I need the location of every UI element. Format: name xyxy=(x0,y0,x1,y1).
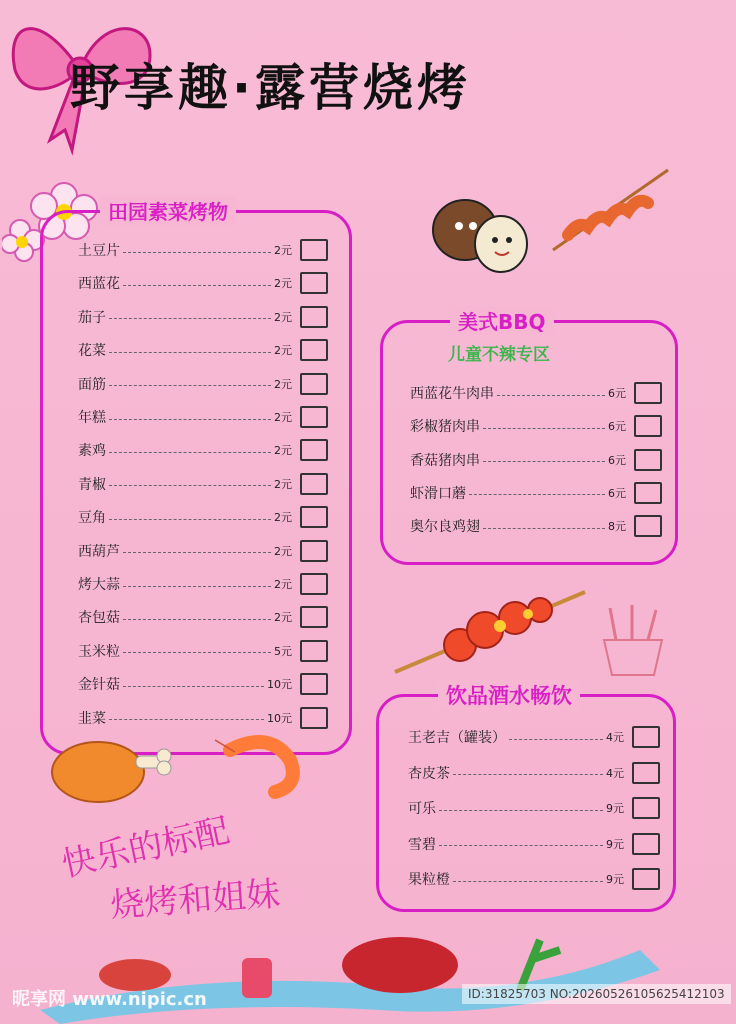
menu-item-name: 虾滑口蘑 xyxy=(410,485,466,502)
menu-item-price: 6元 xyxy=(608,453,626,467)
dotted-leader xyxy=(483,428,605,429)
menu-item-price: 10元 xyxy=(267,678,292,692)
bbq-menu-row xyxy=(410,514,662,538)
veg-menu-row xyxy=(78,438,328,462)
dotted-leader xyxy=(483,461,605,462)
bbq-menu-row xyxy=(410,414,662,438)
order-checkbox[interactable] xyxy=(300,606,328,628)
veg-menu-row xyxy=(78,338,328,362)
menu-item-price: 2元 xyxy=(274,477,292,491)
order-checkbox[interactable] xyxy=(300,373,328,395)
menu-item-price: 2元 xyxy=(274,344,292,358)
veg-menu-row xyxy=(78,305,328,329)
chicken-leg-icon xyxy=(48,732,178,807)
order-checkbox[interactable] xyxy=(300,306,328,328)
veg-menu-row xyxy=(78,405,328,429)
slogan-line-2: 烧烤和姐妹 xyxy=(109,874,282,926)
shrimp-skewer-icon xyxy=(390,580,590,680)
dotted-leader xyxy=(109,719,264,720)
dotted-leader xyxy=(109,419,271,420)
watermark-right: ID:31825703 NO:20260526105625412103 xyxy=(462,984,731,1004)
dotted-leader xyxy=(439,810,603,811)
menu-item-price: 2元 xyxy=(274,578,292,591)
menu-item-name: 杏皮茶 xyxy=(408,765,450,782)
drinks-menu-row xyxy=(408,796,660,820)
bbq-menu-row xyxy=(410,448,662,472)
veg-menu-row xyxy=(78,605,328,629)
bbq-menu-row xyxy=(410,381,662,405)
menu-item-name: 西蓝花牛肉串 xyxy=(410,386,494,402)
menu-item-name: 王老吉（罐装） xyxy=(408,730,506,746)
order-checkbox[interactable] xyxy=(632,868,660,890)
menu-item-name: 烤大蒜 xyxy=(78,577,120,593)
menu-item-price: 4元 xyxy=(606,766,624,780)
order-checkbox[interactable] xyxy=(632,726,660,748)
menu-item-price: 2元 xyxy=(274,611,292,625)
order-checkbox[interactable] xyxy=(300,272,328,294)
order-checkbox[interactable] xyxy=(634,449,662,471)
order-checkbox[interactable] xyxy=(300,640,328,662)
menu-item-name: 玉米粒 xyxy=(78,643,120,660)
menu-item-price: 2元 xyxy=(274,544,292,558)
menu-item-name: 西蓝花 xyxy=(78,276,120,293)
menu-item-name: 茄子 xyxy=(78,309,106,326)
veg-menu-row xyxy=(78,372,328,396)
order-checkbox[interactable] xyxy=(300,506,328,528)
order-checkbox[interactable] xyxy=(300,540,328,562)
menu-item-name: 素鸡 xyxy=(78,443,106,460)
order-checkbox[interactable] xyxy=(634,382,662,404)
slogan-line-1: 快乐的标配 xyxy=(58,810,234,886)
menu-item-price: 2元 xyxy=(274,444,292,458)
menu-item-name: 果粒橙 xyxy=(408,872,450,888)
veg-menu-row xyxy=(78,472,328,496)
menu-item-name: 西葫芦 xyxy=(78,543,120,560)
menu-item-price: 6元 xyxy=(608,486,626,500)
menu-item-price: 8元 xyxy=(608,520,626,534)
menu-item-name: 彩椒猪肉串 xyxy=(410,419,480,436)
veg-menu-title: 田园素菜烤物 xyxy=(100,196,236,225)
dotted-leader xyxy=(497,395,605,396)
dotted-leader xyxy=(123,619,271,620)
menu-item-name: 花菜 xyxy=(78,343,106,360)
menu-item-price: 4元 xyxy=(606,731,624,744)
menu-item-name: 韭菜 xyxy=(78,710,106,727)
drinks-menu-row xyxy=(408,832,660,856)
veg-menu-row xyxy=(78,271,328,295)
dotted-leader xyxy=(483,528,605,529)
dotted-leader xyxy=(123,285,271,286)
menu-item-name: 金针菇 xyxy=(78,677,120,694)
menu-item-price: 9元 xyxy=(606,837,624,851)
menu-item-price: 9元 xyxy=(606,873,624,886)
veg-menu-row xyxy=(78,539,328,563)
order-checkbox[interactable] xyxy=(632,833,660,855)
order-checkbox[interactable] xyxy=(634,515,662,537)
order-checkbox[interactable] xyxy=(634,482,662,504)
dotted-leader xyxy=(109,485,271,486)
menu-item-name: 杏包菇 xyxy=(78,610,120,627)
order-checkbox[interactable] xyxy=(634,415,662,437)
dotted-leader xyxy=(439,845,603,846)
dotted-leader xyxy=(123,686,264,687)
order-checkbox[interactable] xyxy=(300,673,328,695)
dotted-leader xyxy=(453,881,603,882)
order-checkbox[interactable] xyxy=(300,573,328,595)
dotted-leader xyxy=(109,318,271,319)
menu-item-price: 2元 xyxy=(274,411,292,424)
menu-item-price: 6元 xyxy=(608,387,626,400)
order-checkbox[interactable] xyxy=(300,406,328,428)
veg-menu-row xyxy=(78,639,328,663)
veg-menu-row xyxy=(78,238,328,262)
drinks-menu-title: 饮品酒水畅饮 xyxy=(438,680,580,710)
menu-item-price: 9元 xyxy=(606,802,624,815)
order-checkbox[interactable] xyxy=(300,707,328,729)
menu-item-name: 豆角 xyxy=(78,510,106,527)
menu-item-name: 香菇猪肉串 xyxy=(410,452,480,469)
dotted-leader xyxy=(123,552,271,553)
menu-item-price: 2元 xyxy=(274,244,292,257)
dotted-leader xyxy=(453,774,603,775)
veg-menu-row xyxy=(78,672,328,696)
menu-item-price: 6元 xyxy=(608,420,626,434)
order-checkbox[interactable] xyxy=(300,239,328,261)
drinks-menu-row xyxy=(408,867,660,891)
drinks-menu-row xyxy=(408,761,660,785)
dotted-leader xyxy=(469,494,605,495)
menu-item-price: 2元 xyxy=(274,377,292,391)
veg-menu-row xyxy=(78,572,328,596)
dotted-leader xyxy=(509,739,603,740)
menu-item-name: 奥尔良鸡翅 xyxy=(410,519,480,536)
menu-item-price: 2元 xyxy=(274,277,292,291)
order-checkbox[interactable] xyxy=(632,762,660,784)
menu-item-name: 青椒 xyxy=(78,476,106,493)
menu-item-price: 2元 xyxy=(274,310,292,324)
bbq-menu-title: 美式BBQ xyxy=(450,306,554,335)
order-checkbox[interactable] xyxy=(632,797,660,819)
dotted-leader xyxy=(109,352,271,353)
bbq-subtitle: 儿童不辣专区 xyxy=(448,345,550,365)
order-checkbox[interactable] xyxy=(300,439,328,461)
dotted-leader xyxy=(109,519,271,520)
menu-item-price: 5元 xyxy=(274,644,292,658)
bbq-menu-row xyxy=(410,481,662,505)
dotted-leader xyxy=(123,586,271,587)
menu-item-name: 雪碧 xyxy=(408,836,436,853)
dotted-leader xyxy=(123,252,271,253)
shrimp-icon xyxy=(210,730,310,800)
veg-menu-row xyxy=(78,505,328,529)
dotted-leader xyxy=(109,452,271,453)
menu-item-price: 10元 xyxy=(267,711,292,725)
menu-item-name: 年糕 xyxy=(78,410,106,426)
order-checkbox[interactable] xyxy=(300,339,328,361)
beer-bucket-icon xyxy=(596,600,671,680)
mushroom-mascot-icon xyxy=(415,188,545,278)
drinks-menu-row xyxy=(408,725,660,749)
watermark-left: 昵享网 www.nipic.cn xyxy=(12,989,207,1010)
dotted-leader xyxy=(109,385,271,386)
menu-item-name: 面筋 xyxy=(78,376,106,393)
veg-menu-row xyxy=(78,706,328,730)
menu-item-price: 2元 xyxy=(274,511,292,525)
sausage-skewer-icon xyxy=(548,160,678,260)
menu-item-name: 可乐 xyxy=(408,801,436,817)
page-title: 野享趣·露营烧烤 xyxy=(70,59,471,117)
dotted-leader xyxy=(123,652,271,653)
order-checkbox[interactable] xyxy=(300,473,328,495)
menu-item-name: 土豆片 xyxy=(78,243,120,259)
